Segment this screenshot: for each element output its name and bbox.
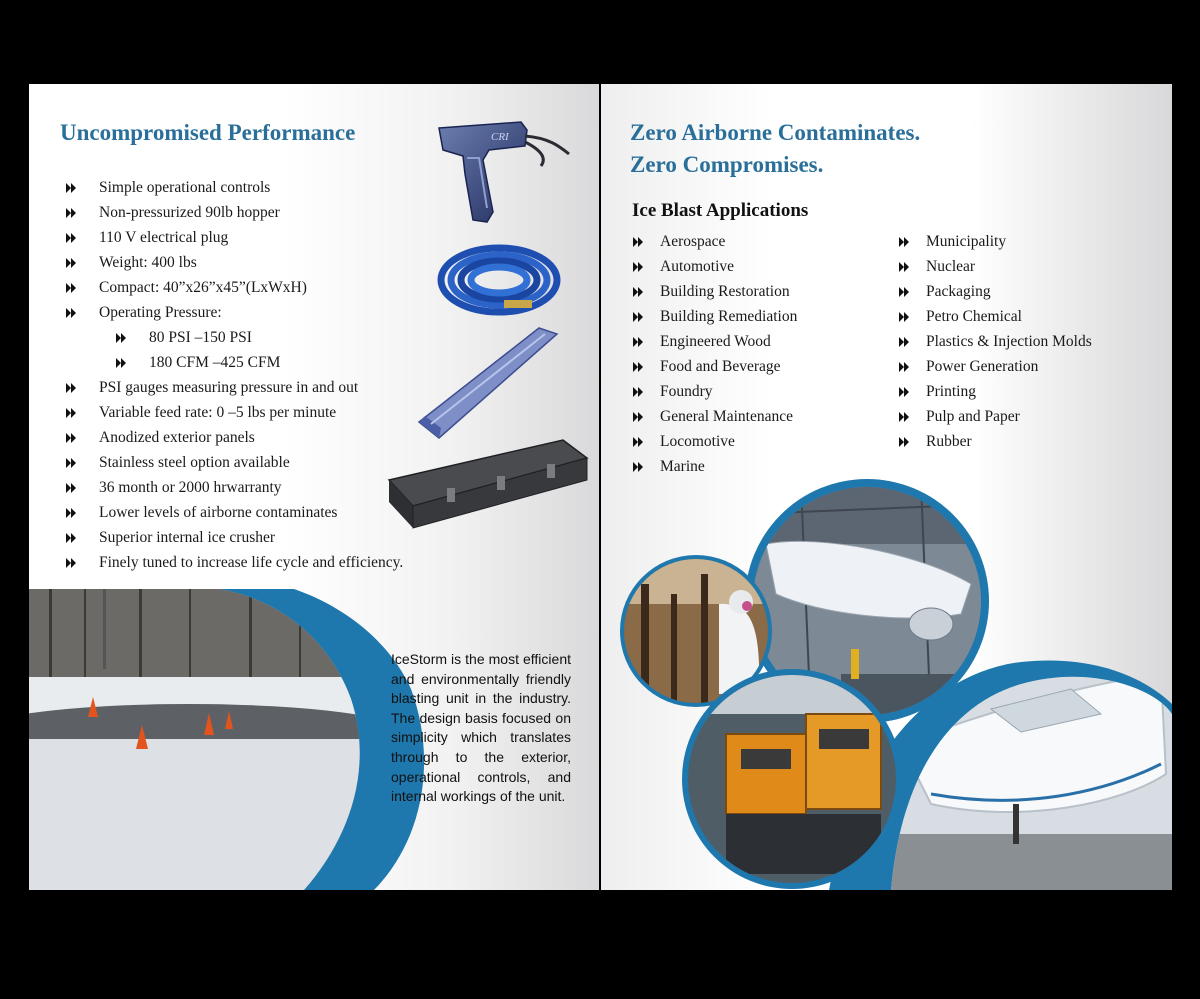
bullet-arrow-icon: [899, 329, 915, 354]
bullet-arrow-icon: [633, 429, 649, 454]
bullet-arrow-icon: [633, 379, 649, 404]
bullet-arrow-icon: [116, 350, 132, 375]
left-page: Uncompromised Performance Simple operational controls Non-pressurized 90lb hopper 110 V electrical plug Weight: 400 lbs Compact: 40”x26”x45”(LxWxH) Operating Pressure: 80 PSI –150 PSI 180 CFM –425 CFM PSI gauges measuring pressure in and out Variable feed rate: 0 –5 lbs per minute Anodized exterior panels Stainless steel option available 36 month or 2000 hrwarranty Lower levels of airborne contaminates Superior internal ice crusher Finely tuned to increase life cycle and efficiency. CRI IceStorm is the most efficient and environmentally friendly blasting unit in the industry. The design basis focused on simplicity which translates through to the exterior, operational controls, and internal workings of the unit.: [29, 84, 599, 890]
svg-text:CRI: CRI: [491, 131, 509, 143]
bullet-arrow-icon: [66, 250, 82, 275]
bullet-arrow-icon: [899, 254, 915, 279]
bullet-arrow-icon: [66, 375, 82, 400]
bullet-arrow-icon: [66, 450, 82, 475]
ice-blast-applications-subtitle: Ice Blast Applications: [632, 200, 809, 221]
zero-contaminates-heading: [630, 117, 920, 181]
equipment-case-image: [387, 436, 589, 532]
bullet-arrow-icon: [66, 425, 82, 450]
bullet-arrow-icon: [66, 300, 82, 325]
bullet-arrow-icon: [66, 550, 82, 575]
bullet-arrow-icon: [633, 404, 649, 429]
bullet-arrow-icon: [899, 279, 915, 304]
bullet-arrow-icon: [66, 400, 82, 425]
bullet-arrow-icon: [66, 200, 82, 225]
bullet-arrow-icon: [66, 275, 82, 300]
bullet-arrow-icon: [899, 379, 915, 404]
icestorm-description: IceStorm is the most efficient and environmentally friendly blasting unit in the industry. The design basis focused on simplicity which translates through to the exterior, operational controls, and internal workings of the unit.: [391, 651, 571, 805]
bullet-arrow-icon: [633, 254, 649, 279]
bullet-arrow-icon: [633, 279, 649, 304]
ice-blast-gun-image: [429, 116, 579, 236]
bullet-arrow-icon: [899, 354, 915, 379]
bullet-arrow-icon: [633, 229, 649, 254]
bullet-arrow-icon: [66, 475, 82, 500]
bullet-arrow-icon: [899, 304, 915, 329]
heading-line-1: Zero Airborne Contaminates.: [630, 120, 921, 145]
heading-line-2: Zero Compromises.: [630, 152, 824, 177]
applications-photo-collage: [601, 474, 1172, 890]
bullet-arrow-icon: [66, 525, 82, 550]
blast-nozzle-image: [417, 324, 567, 444]
bullet-arrow-icon: [116, 325, 132, 350]
bullet-arrow-icon: [899, 404, 915, 429]
bullet-arrow-icon: [66, 225, 82, 250]
performance-heading: Uncompromised Performance: [60, 120, 356, 145]
bullet-arrow-icon: [633, 304, 649, 329]
bullet-arrow-icon: [899, 229, 915, 254]
bullet-arrow-icon: [66, 500, 82, 525]
bullet-arrow-icon: [633, 354, 649, 379]
bullet-arrow-icon: [899, 429, 915, 454]
blue-hose-image: [434, 234, 564, 324]
bullet-arrow-icon: [66, 175, 82, 200]
right-page: Zero Airborne Contaminates. Zero Compromises. Ice Blast Applications Aerospace Automotive Building Restoration Building Remediation Engineered Wood Food and Beverage Foundry General Maintenance Locomotive Marine Municipality Nuclear Packaging Petro Chemical Plastics & Injection Molds Power Generation Printing Pulp and Paper Rubber: [601, 84, 1172, 890]
bullet-arrow-icon: [633, 329, 649, 354]
